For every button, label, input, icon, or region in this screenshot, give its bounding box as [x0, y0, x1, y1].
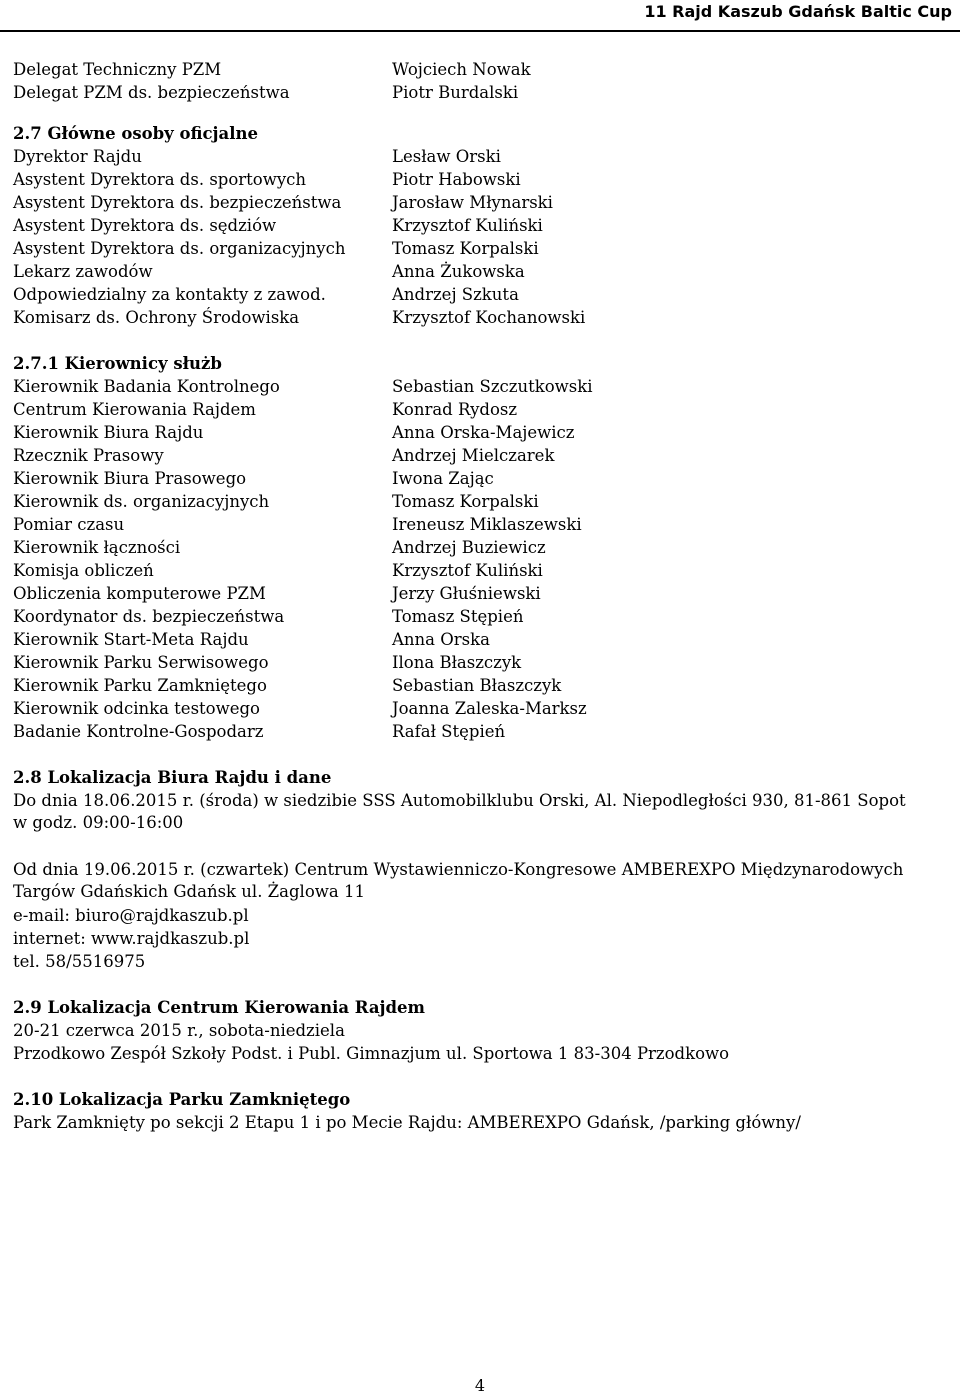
official-name: Krzysztof Kochanowski — [392, 308, 586, 327]
delegate-name: Wojciech Nowak — [392, 60, 531, 79]
service-role: Kierownik odcinka testowego — [13, 699, 260, 718]
service-role: Kierownik Start-Meta Rajdu — [13, 630, 249, 649]
official-role: Asystent Dyrektora ds. sportowych — [13, 170, 307, 189]
service-role: Komisja obliczeń — [13, 561, 154, 580]
official-name: Tomasz Korpalski — [392, 239, 539, 258]
service-role: Kierownik ds. organizacyjnych — [13, 492, 270, 511]
service-role: Badanie Kontrolne-Gospodarz — [13, 722, 264, 741]
office-paragraph: Od dnia 19.06.2015 r. (czwartek) Centrum Wystawienniczo-Kongresowe AMBEREXPO Międzynarodowych Targów Gdańskich Gdańsk ul. Żaglowa 11 — [13, 860, 904, 901]
service-name: Anna Orska-Majewicz — [392, 423, 575, 442]
service-name: Iwona Zając — [392, 469, 494, 488]
official-name: Anna Żukowska — [392, 262, 525, 281]
official-name: Piotr Habowski — [392, 170, 521, 189]
official-name: Krzysztof Kuliński — [392, 216, 543, 235]
service-role: Obliczenia komputerowe PZM — [13, 584, 266, 603]
official-role: Asystent Dyrektora ds. organizacyjnych — [13, 239, 346, 258]
section-heading-office: 2.8 Lokalizacja Biura Rajdu i dane — [13, 768, 332, 787]
service-name: Sebastian Błaszczyk — [392, 676, 562, 695]
header-rule — [0, 30, 960, 32]
service-name: Joanna Zaleska-Marksz — [392, 699, 587, 718]
service-role: Pomiar czasu — [13, 515, 125, 534]
service-role: Centrum Kierowania Rajdem — [13, 400, 256, 419]
delegate-name: Piotr Burdalski — [392, 83, 519, 102]
office-email: e-mail: biuro@rajdkaszub.pl — [13, 906, 249, 925]
official-role: Komisarz ds. Ochrony Środowiska — [13, 308, 300, 327]
official-name: Lesław Orski — [392, 147, 501, 166]
service-role: Kierownik Badania Kontrolnego — [13, 377, 280, 396]
office-paragraph: Do dnia 18.06.2015 r. (środa) w siedzibie SSS Automobilklubu Orski, Al. Niepodległości 930, 81-861 Sopot w godz. 09:00-16:00 — [13, 791, 906, 832]
service-role: Kierownik Biura Rajdu — [13, 423, 204, 442]
section-heading-services: 2.7.1 Kierownicy służb — [13, 354, 222, 373]
service-role: Kierownik Biura Prasowego — [13, 469, 247, 488]
official-role: Asystent Dyrektora ds. sędziów — [13, 216, 277, 235]
service-role: Koordynator ds. bezpieczeństwa — [13, 607, 285, 626]
control-center-address: Przodkowo Zespół Szkoły Podst. i Publ. Gimnazjum ul. Sportowa 1 83-304 Przodkowo — [13, 1044, 730, 1063]
service-name: Jerzy Głuśniewski — [392, 584, 541, 603]
service-name: Anna Orska — [392, 630, 490, 649]
official-role: Dyrektor Rajdu — [13, 147, 142, 166]
section-heading-closed-park: 2.10 Lokalizacja Parku Zamkniętego — [13, 1090, 351, 1109]
official-role: Asystent Dyrektora ds. bezpieczeństwa — [13, 193, 342, 212]
control-center-dates: 20-21 czerwca 2015 r., sobota-niedziela — [13, 1021, 345, 1040]
service-name: Sebastian Szczutkowski — [392, 377, 593, 396]
page-header-title: 11 Rajd Kaszub Gdańsk Baltic Cup — [644, 2, 952, 21]
official-role: Odpowiedzialny za kontakty z zawod. — [13, 285, 326, 304]
service-role: Kierownik Parku Serwisowego — [13, 653, 269, 672]
section-heading-officials: 2.7 Główne osoby oficjalne — [13, 124, 258, 143]
service-name: Tomasz Stępień — [392, 607, 524, 626]
page-number: 4 — [474, 1376, 486, 1395]
section-heading-control-center: 2.9 Lokalizacja Centrum Kierowania Rajdem — [13, 998, 426, 1017]
service-name: Ilona Błaszczyk — [392, 653, 522, 672]
office-internet: internet: www.rajdkaszub.pl — [13, 929, 250, 948]
official-name: Andrzej Szkuta — [392, 285, 519, 304]
service-name: Rafał Stępień — [392, 722, 506, 741]
service-role: Rzecznik Prasowy — [13, 446, 164, 465]
service-name: Tomasz Korpalski — [392, 492, 539, 511]
service-role: Kierownik łączności — [13, 538, 181, 557]
service-name: Konrad Rydosz — [392, 400, 518, 419]
official-role: Lekarz zawodów — [13, 262, 153, 281]
service-role: Kierownik Parku Zamkniętego — [13, 676, 267, 695]
service-name: Andrzej Mielczarek — [392, 446, 555, 465]
service-name: Andrzej Buziewicz — [392, 538, 546, 557]
delegate-role: Delegat Techniczny PZM — [13, 60, 222, 79]
office-phone: tel. 58/5516975 — [13, 952, 146, 971]
service-name: Krzysztof Kuliński — [392, 561, 543, 580]
official-name: Jarosław Młynarski — [392, 193, 553, 212]
delegate-role: Delegat PZM ds. bezpieczeństwa — [13, 83, 290, 102]
closed-park-text: Park Zamknięty po sekcji 2 Etapu 1 i po Mecie Rajdu: AMBEREXPO Gdańsk, /parking główny/ — [13, 1113, 801, 1132]
service-name: Ireneusz Miklaszewski — [392, 515, 582, 534]
